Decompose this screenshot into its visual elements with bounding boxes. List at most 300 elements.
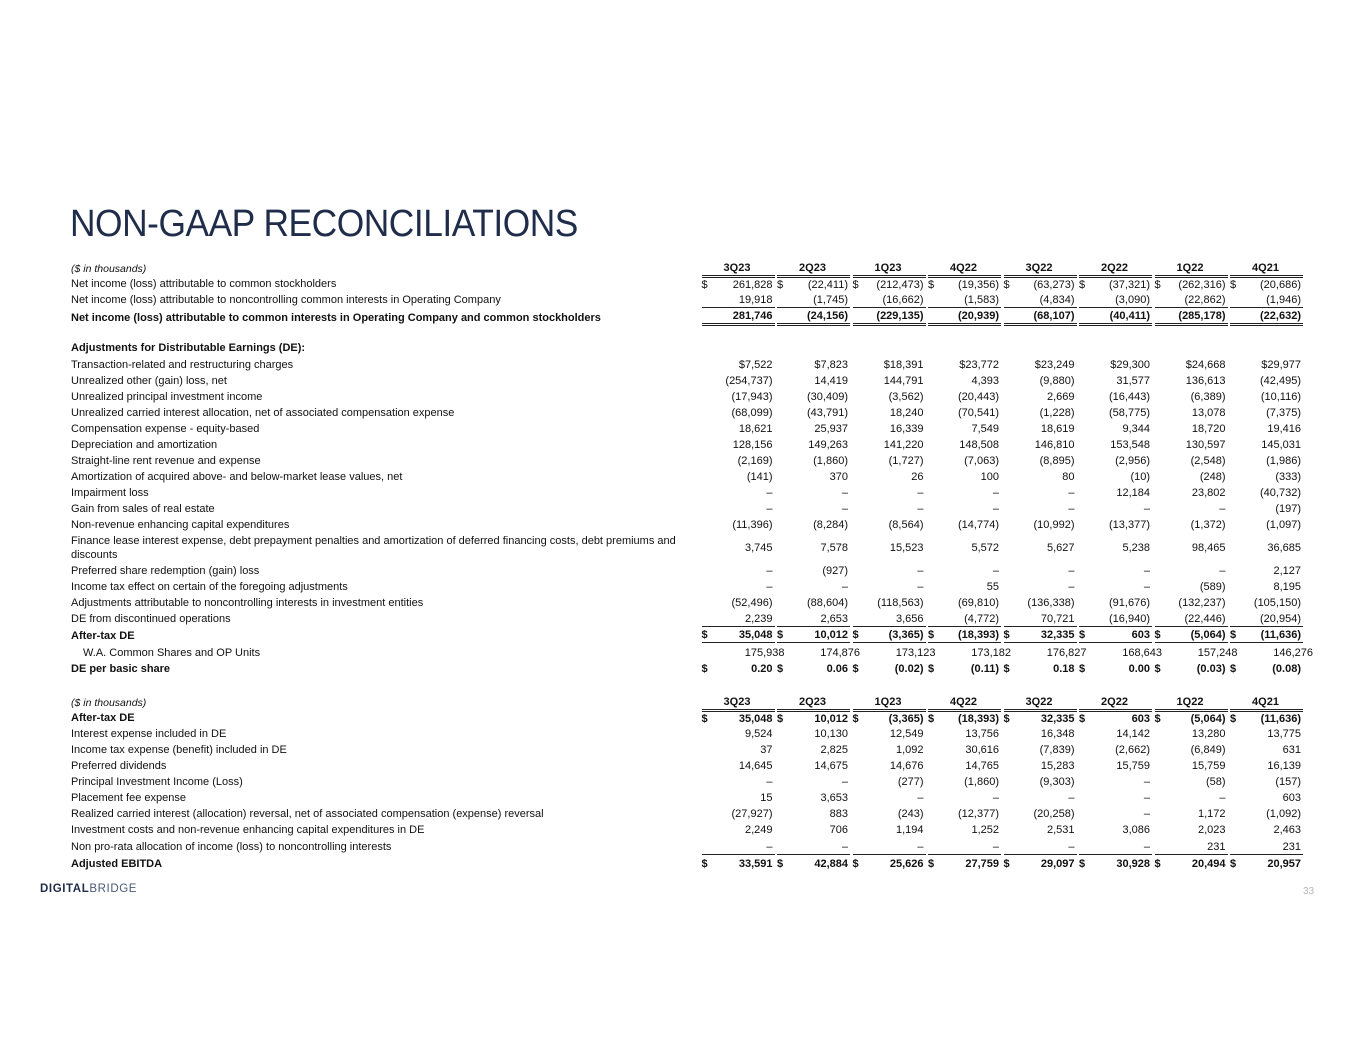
value-3q22: 29,097 [1040,858,1075,870]
value-1q23: – [917,840,924,853]
value-2q22: – [1143,776,1150,788]
row-values [699,857,1303,871]
value-cell-inner [853,612,926,627]
value-2q22: 3,086 [1122,824,1150,836]
value-1q22: (5,064) [1190,712,1226,725]
value-cell [775,406,851,420]
column-header-2q23: 2Q23 [777,695,850,710]
value-cell [1077,791,1153,805]
value-3q23: (68,099) [731,407,773,419]
value-cell [1240,646,1316,660]
value-cell-inner [928,727,1001,741]
value-cell [1077,564,1153,578]
value-cell [699,807,775,821]
table-row [70,501,1301,517]
row-label: Net income (loss) attributable to noncontrolling common interests in Operating Company [71,294,501,306]
value-cell-inner [928,743,1001,757]
value-cell [711,646,787,660]
value-cell-inner [1004,564,1077,578]
value-4q22: – [992,792,999,804]
row-label: Realized carried interest (allocation) reversal, net of associated compensation (expense) reversal [71,808,544,820]
value-cell [1152,840,1228,855]
value-cell-inner [928,454,1001,468]
value-cell-inner [1155,406,1228,420]
value-cell [699,277,775,292]
row-values [699,791,1303,805]
value-cell [775,502,851,516]
value-1q23: (8,564) [888,519,924,531]
value-cell-inner [853,518,926,532]
value-2q22: (40,411) [1109,310,1150,322]
currency-sign: $ [777,663,784,675]
value-1q22: (6,849) [1190,744,1226,756]
currency-sign: $ [852,663,859,675]
currency-sign: $ [928,712,935,725]
value-1q22: (132,237) [1178,597,1226,609]
table-row [70,327,1298,357]
value-cell [699,580,775,594]
value-2q22: (3,090) [1115,293,1150,306]
value-4q22: – [992,565,999,577]
value-cell [1228,612,1304,627]
value-cell [1001,580,1077,594]
value-1q23: – [917,503,924,515]
value-4q21: 8,195 [1273,581,1301,593]
value-cell-inner [1004,840,1077,855]
value-cell-inner [777,564,850,578]
value-cell-inner [1004,470,1077,484]
currency-sign: $ [1230,858,1237,870]
table-row [70,563,1301,579]
value-cell [1077,775,1153,789]
value-2q23: – [841,487,848,499]
value-cell [1152,580,1228,594]
value-1q22: 136,613 [1185,375,1226,387]
value-cell-inner [853,775,926,789]
value-3q23: – [766,581,773,593]
value-2q22: 9,344 [1122,423,1150,435]
table-row [70,644,1313,661]
value-cell [1001,518,1077,532]
value-cell [926,438,1002,452]
table-row [70,774,1301,790]
value-cell [1001,502,1077,516]
value-cell-inner [928,309,1001,326]
value-3q22: (68,107) [1033,310,1075,322]
value-cell-inner [1004,823,1077,837]
value-cell [926,791,1002,805]
value-3q23: (11,396) [732,519,773,531]
column-header-2q22: 2Q22 [1079,261,1152,276]
value-cell [1077,502,1153,516]
value-cell [926,277,1002,292]
value-cell-inner [1004,759,1077,773]
value-cell-inner [1155,823,1228,837]
value-cell [1152,454,1228,468]
currency-sign: $ [1154,663,1161,675]
value-cell [775,454,851,468]
value-3q22: 80 [1062,471,1075,483]
value-4q22: 1,252 [971,824,999,836]
row-label: W.A. Common Shares and OP Units [83,646,261,659]
value-cell-inner [1004,662,1077,676]
row-values [699,840,1303,855]
table-row [70,790,1301,806]
value-cell [1228,422,1304,436]
value-2q22: 5,238 [1122,542,1150,554]
value-3q22: – [1068,503,1075,515]
value-cell-inner [777,662,850,676]
value-2q22: (16,940) [1109,612,1150,625]
value-cell [1001,840,1077,855]
value-2q22: 14,142 [1116,728,1150,740]
value-cell [926,454,1002,468]
value-4q21: 19,416 [1267,423,1301,435]
row-label: Non-revenue enhancing capital expenditures [71,519,290,531]
value-cell [775,791,851,805]
value-2q22: $29,300 [1110,359,1150,371]
row-label: Unrealized other (gain) loss, net [71,375,227,387]
value-cell-inner [1230,374,1303,388]
value-cell [1077,309,1153,326]
value-cell-inner [789,646,862,660]
table-row [70,627,1301,644]
value-cell [1001,823,1077,837]
value-1q22: – [1219,503,1226,515]
value-1q22: 23,802 [1191,487,1226,499]
value-cell [926,502,1002,516]
value-cell-inner [1004,406,1077,420]
value-cell-inner [853,711,926,726]
value-cell-inner [1079,857,1152,871]
value-cell-inner [1155,309,1228,326]
value-4q21: (11,636) [1260,629,1301,641]
value-2q22: (16,443) [1109,391,1150,403]
value-cell-inner [777,823,850,837]
value-cell-inner [1004,791,1077,805]
value-4q22: (0.11) [970,663,999,675]
value-2q23: 10,012 [814,629,848,641]
value-cell-inner [853,390,926,404]
value-cell-inner [1230,470,1303,484]
value-cell [1228,358,1304,372]
row-label: Adjustments attributable to noncontrolling interests in investment entities [71,597,424,609]
value-cell-inner [1079,277,1152,292]
value-cell [1152,743,1228,757]
value-3q22: (9,303) [1039,776,1075,788]
value-cell [775,612,851,627]
value-cell [850,564,926,578]
value-cell [850,743,926,757]
column-header-cell [775,695,851,710]
value-4q21: 2,463 [1273,824,1301,836]
value-cell [926,564,1002,578]
value-cell-inner [1079,612,1152,627]
value-2q23: – [841,840,848,853]
value-cell [1077,541,1153,555]
value-cell-inner [702,612,775,627]
value-2q22: – [1143,565,1150,577]
value-4q21: (157) [1275,776,1301,788]
value-cell [775,840,851,855]
value-cell [1152,358,1228,372]
value-1q22: 98,465 [1191,542,1226,554]
row-label: Income tax effect on certain of the foregoing adjustments [71,581,348,593]
value-cell [775,759,851,773]
currency-sign: $ [928,663,935,675]
value-2q23: (1,745) [813,293,848,306]
value-cell-inner [853,293,926,308]
row-label: Investment costs and non-revenue enhancing capital expenditures in DE [71,824,425,836]
value-cell-inner [1230,390,1303,404]
value-cell [1077,277,1153,292]
value-4q22: (20,443) [958,391,999,403]
value-cell-inner [1155,564,1228,578]
value-cell-inner [928,293,1001,308]
value-cell-inner [853,596,926,610]
column-header-cell [926,695,1002,710]
value-3q22: (4,834) [1039,293,1075,306]
value-cell-inner [1079,628,1152,643]
value-cell [850,470,926,484]
table-row [70,405,1301,421]
row-values [699,612,1303,627]
value-1q22: (22,446) [1184,612,1226,625]
row-label: Non pro-rata allocation of income (loss) to noncontrolling interests [71,841,392,853]
value-cell [850,502,926,516]
value-cell [1001,486,1077,500]
value-cell [850,580,926,594]
value-cell [850,277,926,292]
currency-sign: $ [928,629,935,641]
value-4q22: (18,393) [958,712,999,725]
value-2q23: 3,653 [820,792,848,804]
value-2q23: 0.06 [826,663,848,675]
value-3q22: 5,627 [1046,542,1075,554]
value-cell-inner [928,470,1001,484]
value-cell-inner [1230,596,1303,610]
value-cell-inner [702,823,775,837]
value-3q22: 32,335 [1040,629,1075,641]
value-cell [1001,807,1077,821]
value-cell-inner [853,422,926,436]
value-cell [699,759,775,773]
row-label: Straight-line rent revenue and expense [71,455,261,467]
value-cell-inner [853,541,926,555]
value-4q21: (10,116) [1260,391,1301,403]
value-cell-inner [1016,646,1089,660]
value-cell [1228,791,1304,805]
value-cell [1228,840,1304,855]
value-cell [699,358,775,372]
value-3q23: – [766,487,773,499]
value-cell-inner [1079,596,1152,610]
value-4q22: (14,774) [958,519,999,531]
value-cell [1001,293,1077,308]
currency-sign: $ [777,629,784,641]
value-cell [926,628,1002,643]
value-cell-inner [928,711,1001,726]
value-cell [699,662,775,676]
value-cell-inner [1004,277,1077,292]
value-cell-inner [702,470,775,484]
value-cell-inner [1079,823,1152,837]
value-4q22: 13,756 [965,728,999,740]
value-cell-inner [1004,596,1077,610]
value-cell-inner [702,580,775,594]
value-4q21: 13,775 [1267,728,1301,740]
value-cell [1152,628,1228,643]
value-2q23: (30,409) [807,391,848,403]
value-cell-inner [853,438,926,452]
digitalbridge-logo [40,883,137,895]
value-4q22: 14,765 [965,760,999,772]
row-values [699,759,1303,773]
value-cell-inner [702,293,775,308]
value-cell [699,390,775,404]
value-cell-inner [928,541,1001,555]
value-2q23: (22,411) [807,278,848,291]
value-cell [1152,277,1228,292]
value-cell [862,646,938,660]
value-cell [1228,293,1304,308]
column-header-cell [926,261,1002,276]
table-row [70,308,1301,327]
value-cell-inner [1155,502,1228,516]
value-4q21: (1,092) [1266,808,1301,820]
table-row [70,453,1301,469]
currency-sign: $ [1003,629,1010,641]
value-1q23: (118,563) [877,597,924,609]
value-cell-inner [1230,662,1303,676]
row-values [711,646,1315,660]
value-cell-inner [1079,406,1152,420]
value-cell [775,823,851,837]
value-cell-inner [853,454,926,468]
value-cell [926,711,1002,726]
value-cell [1001,612,1077,627]
value-cell-inner [1079,564,1152,578]
value-2q23: 7,578 [820,542,848,554]
value-cell [1152,390,1228,404]
value-cell [699,564,775,578]
table-row [70,485,1301,501]
value-1q22: 130,597 [1185,439,1226,451]
currency-sign: $ [701,858,708,870]
value-cell-inner [853,502,926,516]
value-cell [1152,564,1228,578]
value-cell-inner [1155,711,1228,726]
value-cell [1228,374,1304,388]
value-1q22: (589) [1199,581,1226,593]
value-1q23: (229,135) [876,310,924,322]
value-cell-inner [702,857,775,871]
value-1q22: 13,280 [1191,728,1226,740]
value-cell [1001,541,1077,555]
value-cell-inner [928,518,1001,532]
value-2q23: – [841,503,848,515]
value-3q23: 281,746 [732,310,773,322]
value-1q23: – [917,565,924,577]
value-4q22: (20,939) [958,310,999,322]
value-1q23: 173,123 [895,646,936,659]
value-1q23: (3,562) [888,391,924,403]
value-4q21: (40,732) [1260,487,1301,499]
value-cell-inner [1155,857,1228,871]
value-4q21: 36,685 [1267,542,1301,554]
value-1q23: 1,092 [895,744,924,756]
value-cell-inner [1079,422,1152,436]
value-cell-inner [777,293,850,308]
column-header-1q22: 1Q22 [1155,695,1228,710]
value-2q23: 883 [829,808,848,820]
value-cell-inner [702,840,775,855]
value-cell-inner [777,390,850,404]
value-cell-inner [1004,727,1077,741]
value-2q23: 42,884 [814,858,848,870]
column-header-3q23: 3Q23 [702,695,775,710]
value-cell-inner [1155,358,1228,372]
currency-sign: $ [1154,278,1161,291]
value-cell-inner [853,823,926,837]
value-cell [1228,596,1304,610]
value-4q22: – [992,487,999,499]
column-header-cell [1001,261,1077,276]
value-3q23: – [766,840,773,853]
value-cell-inner [928,358,1001,372]
value-cell-inner [1230,502,1303,516]
column-header-cell [1228,261,1304,276]
value-cell [699,612,775,627]
value-cell-inner [1230,486,1303,500]
value-4q21: 16,139 [1267,760,1301,772]
value-4q22: (1,583) [964,293,999,306]
value-cell [850,612,926,627]
table-row [70,611,1301,627]
value-cell-inner [1079,438,1152,452]
value-cell [926,743,1002,757]
value-4q21: (7,375) [1266,407,1301,419]
value-cell-inner [928,612,1001,627]
value-cell-inner [1155,743,1228,757]
value-cell-inner [702,422,775,436]
row-values [699,775,1303,789]
value-cell [1077,406,1153,420]
value-1q23: 16,339 [889,423,924,435]
value-cell [699,422,775,436]
value-cell [850,775,926,789]
value-4q22: (19,356) [958,278,999,291]
value-3q22: 15,283 [1040,760,1075,772]
row-values [699,564,1303,578]
row-values [699,277,1303,292]
value-cell-inner [702,775,775,789]
value-cell-inner [928,374,1001,388]
column-header-cell [1228,695,1304,710]
value-cell [1001,775,1077,789]
value-cell [1077,358,1153,372]
currency-sign: $ [852,712,859,725]
value-cell-inner [1079,775,1152,789]
value-cell-inner [928,662,1001,676]
row-label: Interest expense included in DE [71,728,227,740]
value-1q23: 12,549 [889,728,924,740]
value-cell [775,775,851,789]
value-cell [926,374,1002,388]
column-header-cell [1001,695,1077,710]
value-cell-inner [928,807,1001,821]
value-cell [926,662,1002,676]
